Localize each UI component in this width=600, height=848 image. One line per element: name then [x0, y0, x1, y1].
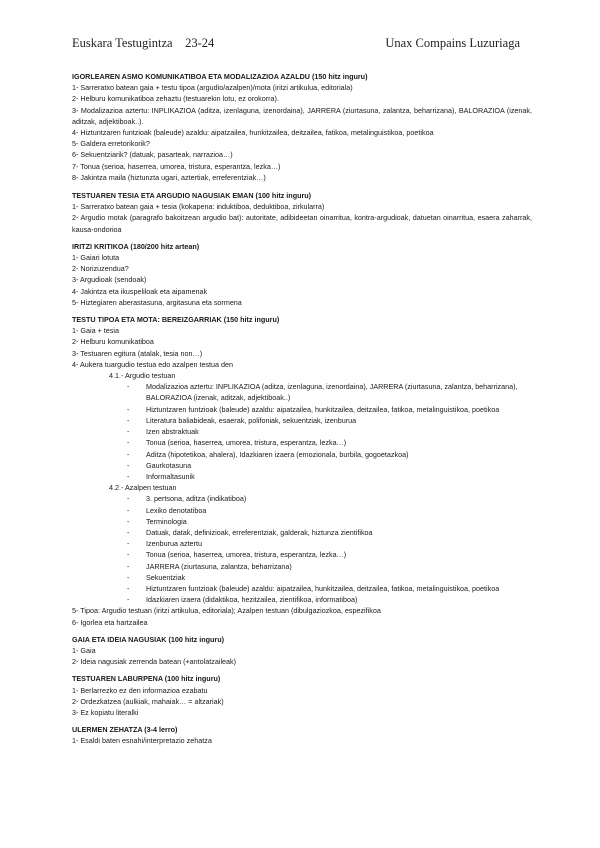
header-left — [72, 36, 214, 51]
list-item: 2- Helburu komunikatiboa — [72, 337, 154, 347]
list-item: 6- Igorlea eta hartzailea — [72, 617, 148, 627]
list-item: 2- Ordezkatzea (aulkiak, mahaiak… = altzariak) — [72, 696, 224, 706]
bullet-item: - Terminologia — [72, 516, 532, 527]
bullet-item: - Datuak, datak, definizioak, erreferentziak, galderak, hiztunza zientifikoa — [72, 527, 532, 538]
list-item: 1- Sarreratxo batean gaia + testu tipoa (argudio/azalpen)/mota (iritzi artikulua, editoriala) — [72, 83, 353, 93]
bullet-item: - JARRERA (ziurtasuna, zalantza, beharrizana) — [72, 561, 532, 572]
section-critical-opinion — [72, 241, 532, 308]
subsection-exposition-label: 4.2.- Azalpen testuan — [109, 483, 177, 493]
page-header — [72, 36, 520, 51]
bullet-item: - Idazkiaren izaera (didaktikoa, hezitzailea, zientifikoa, informatiboa) — [72, 594, 532, 605]
list-item: 5- Tipoa: Argudio testuan (iritzi artikulua, editoriala); Azalpen testuan (dibulgaziozkoa, espezifikoa — [72, 606, 381, 616]
section-summary — [72, 673, 532, 718]
section-title: TESTUAREN TESIA ETA ARGUDIO NAGUSIAK EMAN (100 hitz inguru) — [72, 191, 312, 201]
bullet-item: - Tonua (serioa, haserrea, umorea, tristura, esperantza, lezka…) — [72, 437, 532, 448]
section-title: TESTU TIPOA ETA MOTA: BEREIZGARRIAK (150 hitz inguru) — [72, 315, 280, 325]
list-item: 5- Galdera erretorikorik? — [72, 139, 150, 149]
bullet-item: - Izen abstraktuak — [72, 426, 532, 437]
section-main-ideas — [72, 634, 532, 668]
list-item: 1- Gaia + tesia — [72, 326, 119, 336]
list-item: 3- Ez kopiatu literalki — [72, 707, 139, 717]
course-title: Euskara Testugintza — [72, 36, 173, 50]
section-comprehension — [72, 724, 532, 746]
list-item: 8- Jakintza maila (hiztunzta ugari, aztertiak, erreferentziak…) — [72, 172, 266, 182]
bullet-item: - Literatura baliabideak, esaerak, polifoniak, sekuentziak, izenburua — [72, 415, 532, 426]
list-item: 1- Gaiari lotuta — [72, 253, 120, 263]
bullet-item: - Sekuentziak — [72, 572, 532, 583]
list-item: 3- Argudioak (sendoak) — [72, 275, 147, 285]
list-item: 1- Berlarrezko ez den informazioa ezabatu — [72, 685, 208, 695]
bullet-item: - Informaltasunik — [72, 471, 532, 482]
list-item: 4- Hiztuntzaren funtzioak (baleude) azaldu: aipatzailea, hunkitzailea, deitzailea, fatikoa, metalinguistikoa, poetikoa — [72, 128, 434, 138]
bullet-item: - Aditza (hipotetikoa, ahalera), Idazkiaren izaera (emozionala, burbila, gogoetazkoa) — [72, 449, 532, 460]
list-item: 7- Tonua (serioa, haserrea, umorea, tristura, esperantza, lezka…) — [72, 161, 281, 171]
section-text-type — [72, 314, 532, 628]
bullet-item: - Izenburua aztertu — [72, 538, 532, 549]
course-year: 23-24 — [185, 36, 215, 50]
section-title: ULERMEN ZEHATZA (3-4 lerro) — [72, 725, 178, 735]
section-thesis — [72, 190, 532, 235]
bullet-item: - Hiztuntzaren funtzioak (baleude) azaldu: aipatzailea, hunkitzailea, deitzailea, fatikoa, metalinguistikoa, poetikoa — [72, 583, 532, 594]
list-item: 1- Gaia — [72, 645, 96, 655]
list-item: 1- Sarreratxo batean gaia + tesia (kokapena: induktiboa, deduktiboa, zirkularra) — [72, 202, 325, 212]
list-item: 3- Testuaren egitura (atalak, tesia non…) — [72, 348, 203, 358]
list-item: 4- Aukera tuargudio testua edo azalpen testua den — [72, 359, 234, 369]
section-title: GAIA ETA IDEIA NAGUSIAK (100 hitz inguru) — [72, 634, 225, 644]
list-item: 2- Helburu komunikatiboa zehaztu (testuarekin lotu, ez orokorra). — [72, 94, 279, 104]
list-item: 2- Ideia nagusiak zerrenda batean (+antolatzaileak) — [72, 657, 237, 667]
bullet-item: - Hiztuntzaren funtzioak (baleude) azaldu: aipatzailea, hunkitzailea, deitzailea, fatikoa, metalinguistikoa, poetikoa — [72, 404, 532, 415]
list-item: 1- Esaldi baten esnahi/interpretazio zehatza — [72, 736, 212, 746]
list-item: 3- Modalizazioa aztertu: INPLIKAZIOA (aditza, izenlaguna, izenordaina), JARRERA (ziurtasuna, zalantza, beharrizana), BALORAZIOA (izenak, aditzak, adjektiboak..). — [72, 105, 532, 126]
list-item: 4- Jakintza eta ikuspeliloak eta aipamenak — [72, 286, 208, 296]
list-item: 2- Argudio motak (paragrafo bakoitzean argudio bat): autoritate, adibideetan oinarritua, kontra-argudioak, datuetan oinarritua, esaera zaharrak, kausa-ondorioa — [72, 213, 532, 234]
bullet-item: - 3. pertsona, aditza (indikatiboa) — [72, 493, 532, 504]
bullet-item: - Modalizazioa aztertu: INPLIKAZIOA (aditza, izenlaguna, izenordaina), JARRERA (ziurtasuna, zalantza, beharrizana), BALORAZIOA (izenak, aditzak, adjektiboak..) — [72, 381, 532, 403]
list-item: 2- Norizuzendua? — [72, 264, 129, 274]
author-name: Unax Compains Luzuriaga — [385, 36, 520, 50]
bullet-item: - Tonua (serioa, haserrea, umorea, tristura, esperantza, lezka…) — [72, 549, 532, 560]
subsection-argument-label: 4.1.- Argudio testuan — [109, 371, 176, 381]
section-title: IRITZI KRITIKOA (180/200 hitz artean) — [72, 241, 200, 251]
bullet-item: - Lexiko denotatiboa — [72, 505, 532, 516]
document-body — [72, 71, 532, 753]
list-item: 5- Hiztegiaren aberastasuna, argitasuna eta sormena — [72, 297, 242, 307]
section-title: TESTUAREN LABURPENA (100 hitz inguru) — [72, 674, 221, 684]
section-title: IGORLEAREN ASMO KOMUNIKATIBOA ETA MODALIZAZIOA AZALDU (150 hitz inguru) — [72, 72, 368, 81]
bullet-item: - Gaurkotasuna — [72, 460, 532, 471]
list-item: 6- Sekuentziarik? (datuak, pasarteak, narrazioa…) — [72, 150, 233, 160]
section-modalization — [72, 71, 532, 183]
